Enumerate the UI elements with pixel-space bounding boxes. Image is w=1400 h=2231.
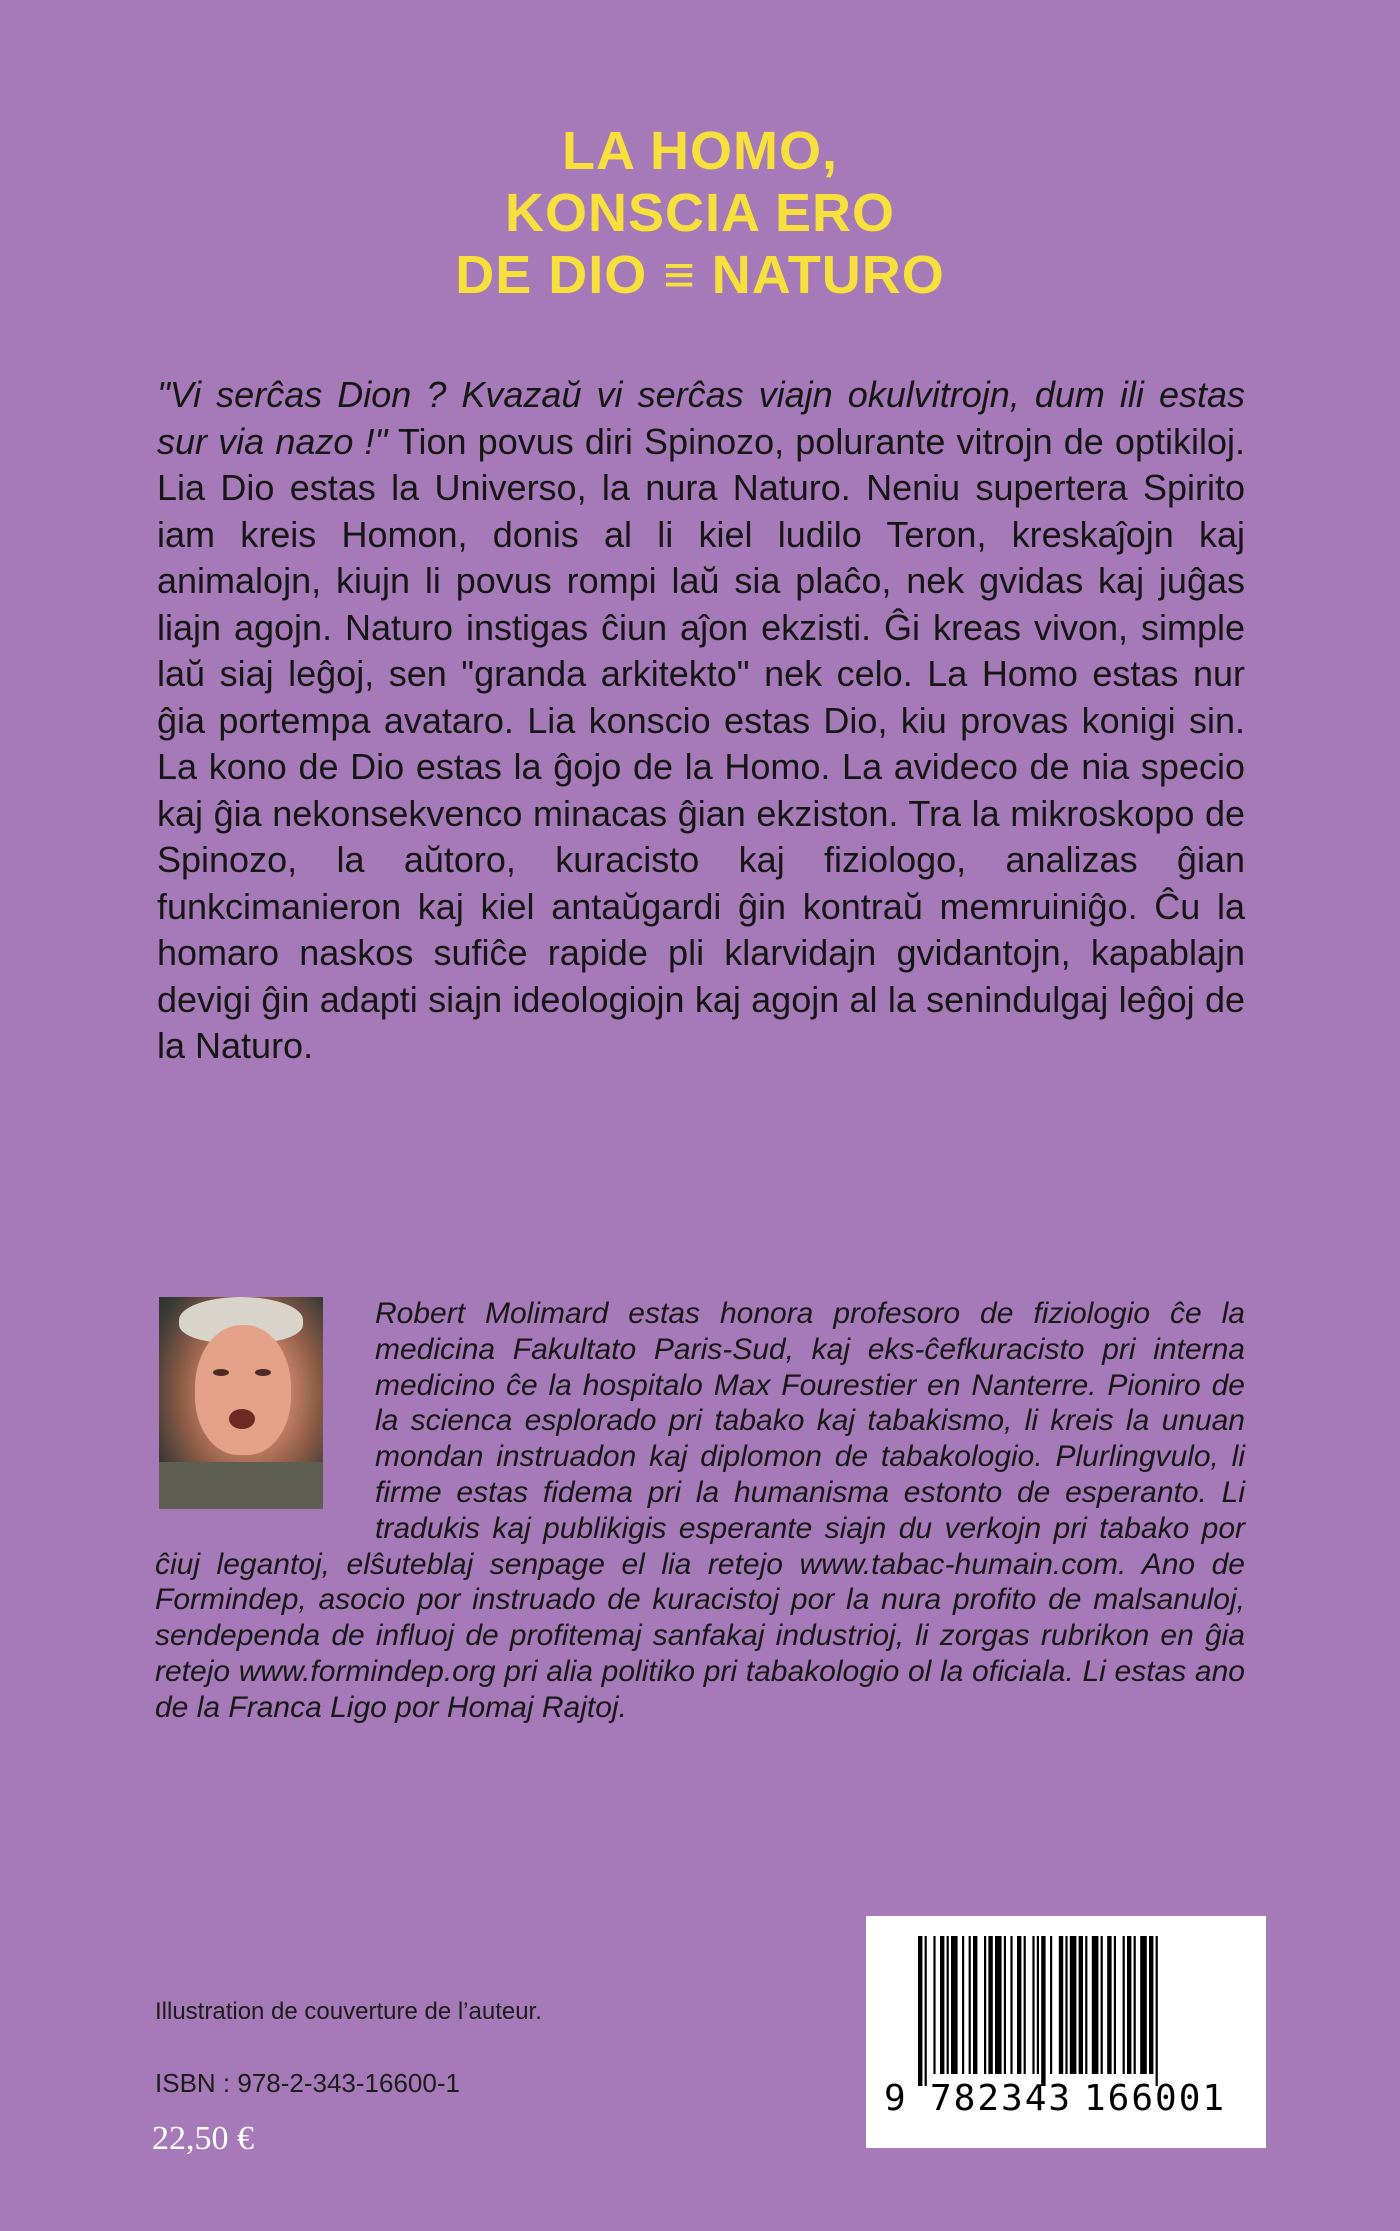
author-bio — [155, 1296, 1245, 1726]
price: 22,50 € — [152, 2120, 254, 2157]
barcode-group-1: 782343 — [930, 2078, 1073, 2119]
title-line-2: KONSCIA ERO — [504, 183, 896, 243]
barcode-lead-digit: 9 — [884, 2078, 908, 2119]
back-cover-blurb — [157, 372, 1245, 1070]
isbn: ISBN : 978-2-343-16600-1 — [155, 2068, 460, 2098]
barcode-group-2: 166001 — [1084, 2078, 1227, 2119]
title-line-3: DE DIO ≡ NATURO — [455, 245, 945, 305]
barcode — [866, 1916, 1266, 2148]
barcode-bars — [884, 1936, 1248, 2086]
book-title — [0, 120, 1400, 306]
title-line-1: LA HOMO, — [562, 121, 838, 181]
cover-illustration-credit: Illustration de couverture de l’auteur. — [155, 1998, 542, 2025]
blurb-text: Tion povus diri Spinozo, polurante vitrojn de optikiloj. Lia Dio estas la Universo, la nura Naturo. Neniu supertera Spirito iam kreis Homon, donis al li kiel ludilo Teron, kreskaĵojn kaj animalojn, kiujn li povus rompi laŭ sia plaĉo, nek gvidas kaj juĝas liajn agojn. Naturo instigas ĉiun aĵon ekzisti. Ĝi kreas vivon, simple laŭ siaj leĝoj, sen "granda arkitekto" nek celo. La Homo estas nur ĝia portempa avataro. Lia konscio estas Dio, kiu provas konigi sin. La kono de Dio estas la ĝojo de la Homo. La avideco de nia specio kaj ĝia nekonsekvenco minacas ĝian ekziston. Tra la mikroskopo de Spinozo, la aŭtoro, kuracisto kaj fiziologo, analizas ĝian funkcimanieron kaj kiel antaŭgardi ĝin kontraŭ memruiniĝo. Ĉu la homaro naskos sufiĉe rapide pli klarvidajn gvidantojn, kapablajn devigi ĝin adapti siajn ideologiojn kaj agojn al la senindulgaj leĝoj de la Naturo. — [157, 420, 1245, 1066]
author-bio-text: Robert Molimard estas honora profesoro de fiziologio ĉe la medicina Fakultato Paris-Sud, kaj eks-ĉefkuracisto pri interna medicino ĉe la hospitalo Max Fourestier en Nanterre. Pioniro de la scienca esplorado pri tabako kaj tabakismo, li kreis la unuan mondan instruadon kaj diplomon de tabakologio. Plurlingvulo, li firme estas fidema pri la humanisma estonto de esperanto. Li tradukis kaj publikigis esperante siajn du verkojn pri tabako por ĉiuj legantoj, elŝuteblaj senpage el lia retejo www.tabac-humain.com. Ano de Formindep, asocio por instruado de kuracistoj por la nura profito de malsanuloj, sendependa de influoj de profitemaj sanfakaj industrioj, li zorgas rubrikon en ĝia retejo www.formindep.org pri alia politiko pri tabakologio ol la oficiala. Li estas ano de la Franca Ligo por Homaj Rajtoj. — [155, 1297, 1245, 1724]
blurb-quote: "Vi serĉas Dion ? Kvazaŭ vi serĉas viajn okulvitrojn, dum ili estas sur via nazo !" — [157, 374, 1245, 462]
